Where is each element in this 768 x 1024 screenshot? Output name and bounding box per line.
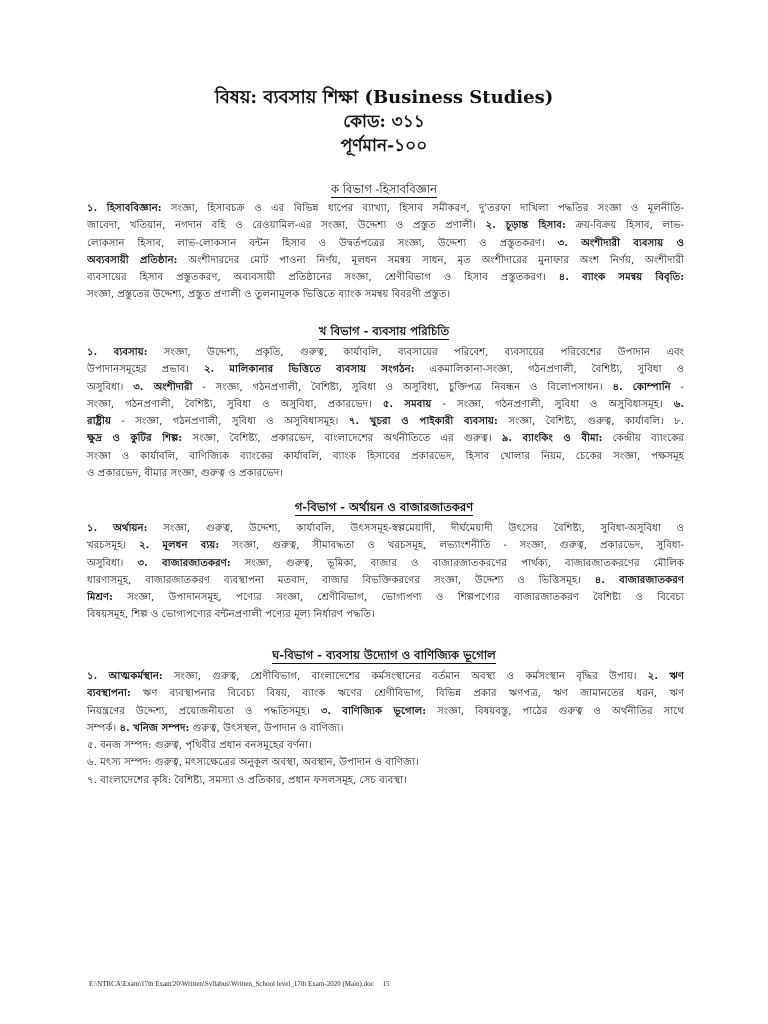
file-path: E:\NTRCA\Exam\17th Exam'20\Written\Syllabus\Written_School level_17th Exam-2020 (Main).doc [89, 980, 374, 988]
topic-text: - সংজ্ঞা, গঠনপ্রণালী, বৈশিষ্ট্য, সুবিধা ও অসুবিধা, চুক্তিপত্র নিবন্ধন ও বিলোপসাধন। [192, 381, 613, 393]
text-line [87, 217, 684, 234]
topic-text: সংজ্ঞা, বিষয়বস্তু, পাঠের গুরুত্ব ও অর্থনীতির সাথে [426, 705, 684, 717]
topic-text: অসুবিধা। [87, 557, 138, 569]
topic-heading: ২. চূড়ান্ত হিসাব: [485, 219, 566, 232]
topic-text: সংজ্ঞা, গুরুত্ব, শ্রেণীবিভাগ, বাংলাদেশের কর্মসংস্থানের বর্তমান অবস্থা ও কর্মসংস্থান বৃদ্ধির উপায়। [162, 671, 648, 682]
section-body-kha [87, 344, 684, 482]
list-item: ৫. বনজ সম্পদ: গুরুত্ব, পৃথিবীর প্রধান বনসমূহের বর্ণনা। [87, 740, 312, 751]
topic-text: - সংজ্ঞা, গঠনপ্রণালী, সুবিধা ও অসুবিধাসমূহ। [110, 416, 349, 428]
text-line [87, 413, 684, 430]
topic-heading: ১. অর্থায়ন: [87, 522, 148, 534]
text-line [87, 200, 684, 217]
topic-heading: মিশ্রণ: [87, 591, 113, 604]
topic-text: সংজ্ঞা, উপাদানসমূহ, পণ্যের সংজ্ঞা, শ্রেণীবিভাগ, ভোগ্যপণ্য ও শিল্পপণ্যের বাজারজাতকরণ বৈশিষ্ট্য ও বিবেচ্য [112, 592, 684, 604]
text-line [87, 361, 684, 378]
list-item: ৬. মৎস্য সম্পদ: গুরুত্ব, মৎস্যক্ষেত্রের অনুকূল অবস্থা, অবস্থান, উপাদান ও বাণিজ্য। [87, 757, 419, 769]
text-line [87, 269, 684, 286]
topic-heading: ৩. অংশীদারী [133, 380, 193, 393]
text-line [87, 589, 684, 606]
topic-heading: ১. আত্মকর্মস্থান: [87, 670, 163, 682]
topic-heading: ১. হিসাববিজ্ঞান: [87, 202, 162, 214]
topic-text: উপাদানসমূহের প্রভাব। [87, 364, 204, 376]
topic-text: অসুবিধা। [87, 381, 134, 393]
section-body-gha [87, 668, 684, 737]
topic-heading: ৯. ব্যাংকিং ও বীমা: [501, 432, 603, 445]
text-line [87, 465, 684, 482]
text-line [87, 520, 684, 537]
text-line [87, 430, 684, 447]
section-body-ka [87, 200, 684, 304]
subject-code: কোড: ৩১১ [343, 112, 425, 132]
section-gha-list [87, 737, 684, 789]
topic-text: নিয়ন্ত্রণের উদ্দেশ্য, প্রয়োজনীয়তা ও পদ্ধতিসমূহ। [87, 705, 321, 717]
topic-text: সংজ্ঞা ও কার্যাবলি, বাণিজ্যিক ব্যাংকের কার্যাবলি, ব্যাংক হিসাবের প্রকারভেদ, হিসাব খোলার নিয়ম, চেকের সংজ্ঞা, পক্ষসমূহ [87, 450, 684, 462]
topic-heading: রাষ্ট্রীয় [87, 415, 111, 428]
topic-heading: ৩. বাণিজ্যিক ভূগোল: [320, 704, 427, 717]
text-line [87, 286, 684, 303]
topic-text: ও প্রকারভেদ, বীমার সংজ্ঞা, গুরুত্ব ও প্রকারভেদ। [87, 468, 283, 480]
topic-text: বিষয়সমূহ, শিল্প ও ভোগ্যপণ্যের বন্টনপ্রণালী পণ্যের মূল্য নির্ধারণ পদ্ধতি। [87, 609, 375, 621]
text-line [87, 396, 684, 413]
text-line [87, 379, 684, 396]
text-line [87, 344, 684, 361]
topic-heading: ২. মালিকানার ভিত্তিতে ব্যবসায় সংগঠন: [203, 363, 415, 376]
topic-text: সম্পর্ক। [87, 722, 120, 734]
topic-text: সংজ্ঞা, বৈশিষ্ট্য, গুরুত্ব, কার্যাবলি। ৮. [497, 416, 684, 428]
topic-text: - [670, 381, 684, 393]
topic-heading: ৭. খুচরা ও পাইকারী ব্যবসায়: [348, 415, 498, 428]
topic-heading: ২. মূলধন ব্যয়: [139, 539, 220, 552]
full-marks: পূর্ণমান-১০০ [340, 136, 428, 156]
section-title-ga: গ-বিভাগ - অর্থায়ন ও বাজারজাতকরণ [294, 500, 474, 514]
topic-text: জাবেদা, খতিয়ান, নগদান বহি ও রেওয়ামিল-এর সংজ্ঞা, উদ্দেশ্য ও প্রস্তুত প্রণালী। [87, 220, 486, 232]
text-line [87, 668, 684, 685]
topic-text: সংজ্ঞা, প্রস্তুতের উদ্দেশ্য, প্রস্তুত প্রণালী ও তুলনামূলক ভিত্তিতে ব্যাংক সমন্বয় বিবরণী প্রস্তুত। [87, 289, 451, 301]
topic-heading: ২. ঋণ [647, 670, 684, 682]
topic-heading: ৫. সমবায় [382, 397, 432, 410]
topic-text: সংজ্ঞা, গুরুত্ব, সীমাবদ্ধতা ও খরচসমূহ, লভ্যাংশনীতি - সংজ্ঞা, গুরুত্ব, প্রকারভেদ, সুবিধা- [219, 540, 684, 552]
topic-text: ব্যবসায়ের হিসাব প্রস্তুতকরণ, অব্যবসায়ী প্রতিষ্ঠানের সংজ্ঞা, শ্রেণীবিভাগ ও হিসাব প্রস্তুতকরণ। [87, 272, 559, 284]
topic-text: সংজ্ঞা, গঠনপ্রণালী, বৈশিষ্ট্য, সুবিধা ও অসুবিধা, প্রকারভেদ। [87, 398, 383, 410]
topic-heading: ৬. [673, 397, 684, 410]
topic-text: সংজ্ঞা, গুরুত্ব, ভূমিকা, বাজার ও বাজারজাতকরণের পার্থক্য, বাজারজাতকরণের মৌলিক [230, 557, 684, 569]
text-line [87, 720, 684, 737]
topic-heading: ১. ব্যবসায়: [87, 346, 148, 358]
topic-heading: ৪. বাজারজাতকরণ [594, 573, 684, 586]
topic-heading: ক্ষুদ্র ও কুটির শিল্প: [87, 432, 183, 445]
topic-text: ধারণাসমূহ, বাজারজাতকরণ ব্যবস্থাপনা মতবাদ, বাজার বিভক্তিকরণের সংজ্ঞা, উদ্দেশ্য ও ভিত্তিসমূহ। [87, 574, 595, 586]
text-line [87, 685, 684, 702]
text-line [87, 555, 684, 572]
topic-heading: ৩. বাজারজাতকরণ: [137, 556, 231, 569]
text-line [87, 448, 684, 465]
section-title-ka: ক বিভাগ -হিসাববিজ্ঞান [331, 182, 437, 196]
topic-text: ঋণ ব্যবস্থাপনার বিবেচ্য বিষয়, ব্যাংক ঋণের শ্রেণীবিভাগ, বিভিন্ন প্রকার ঋণপত্র, ঋণ জামানতের ধরন, ঋণ [130, 688, 684, 700]
topic-heading: ৪. খনিজ সম্পদ: [119, 721, 190, 734]
topic-text: খরচসমূহ। [87, 540, 140, 552]
topic-text: কেন্দ্রীয় ব্যাংকের [602, 433, 684, 445]
text-line [87, 606, 684, 623]
page-footer [89, 980, 389, 989]
topic-heading: ব্যবস্থাপনা: [87, 687, 131, 700]
topic-text: - সংজ্ঞা, গঠনপ্রণালী, সুবিধা ও অসুবিধাসমূহ। [431, 398, 674, 410]
topic-text: একমালিকানা-সংজ্ঞা, গঠনপ্রণালী, বৈশিষ্ট্য, সুবিধা ও [414, 364, 684, 376]
section-title-gha: ঘ-বিভাগ - ব্যবসায় উদ্যোগ ও বাণিজ্যিক ভূগোল [272, 648, 496, 662]
topic-text: লোকসান হিসাব, লাভ-লোকসান বন্টন হিসাব ও উদ্বর্তপত্রের সংজ্ঞা, উদ্দেশ্য ও প্রস্তুতকরণ। [87, 237, 558, 249]
topic-heading: ৩. অংশীদারী ব্যবসায় ও [557, 236, 684, 249]
topic-text: সংজ্ঞা, উদ্দেশ্য, প্রকৃতি, গুরুত্ব, কার্যাবলি, ব্যবসায়ের পরিবেশ, ব্যবসায়ের পরিবেশের উপাদান এবং [147, 347, 684, 358]
document-header [0, 86, 768, 158]
page-number: 15 [382, 980, 390, 988]
text-line [87, 572, 684, 589]
topic-text: ক্রয়-বিক্রয় হিসাব, লাভ- [565, 220, 684, 232]
list-item: ৭. বাংলাদেশের কৃষি: বৈশিষ্ট্য, সমস্যা ও প্রতিকার, প্রধান ফসলসমূহ, সেচ ব্যবস্থা। [87, 774, 407, 786]
topic-text: সংজ্ঞা, গুরুত্ব, উদ্দেশ্য, কার্যাবলি, উৎসসমূহ-স্বল্পমেয়াদী, দীর্ঘমেয়াদী উৎসের বৈশিষ্ট্য, সুবিধা-অসুবিধা ও [147, 523, 684, 534]
section-title-kha: খ বিভাগ - ব্যবসায় পরিচিতি [318, 324, 450, 338]
topic-text: সংজ্ঞা, হিসাবচক্র ও এর বিভিন্ন ধাপের ব্যাখ্যা, হিসাব সমীকরণ, দু'তরফা দাখিলা পদ্ধতির সংজ্ঞা ও মূলনীতি- [161, 203, 684, 214]
text-line [87, 252, 684, 269]
section-body-ga [87, 520, 684, 624]
topic-heading: অব্যবসায়ী প্রতিষ্ঠান: [87, 253, 178, 266]
topic-heading: ৪. ব্যাংক সমন্বয় বিবৃতি: [558, 271, 684, 284]
topic-text: অংশীদারদের মোট পাওনা নির্ণয়, মূলধন সমন্বয় সাধন, মৃত অংশীদারের মুনাফার অংশ নির্ণয়, অংশীদারী [177, 254, 684, 266]
text-line [87, 703, 684, 720]
text-line [87, 537, 684, 554]
subject-title: বিষয়: ব্যবসায় শিক্ষা (Business Studies) [214, 87, 554, 108]
text-line [87, 235, 684, 252]
topic-heading: ৪. কোম্পানি [612, 380, 671, 393]
topic-text: সংজ্ঞা, বৈশিষ্ট্য, প্রকারভেদ, বাংলাদেশের অর্থনীতিতে এর গুরুত্ব। [182, 433, 502, 445]
topic-text: গুরুত্ব, উৎসস্থল, উপাদান ও বাণিজ্য। [189, 722, 344, 734]
